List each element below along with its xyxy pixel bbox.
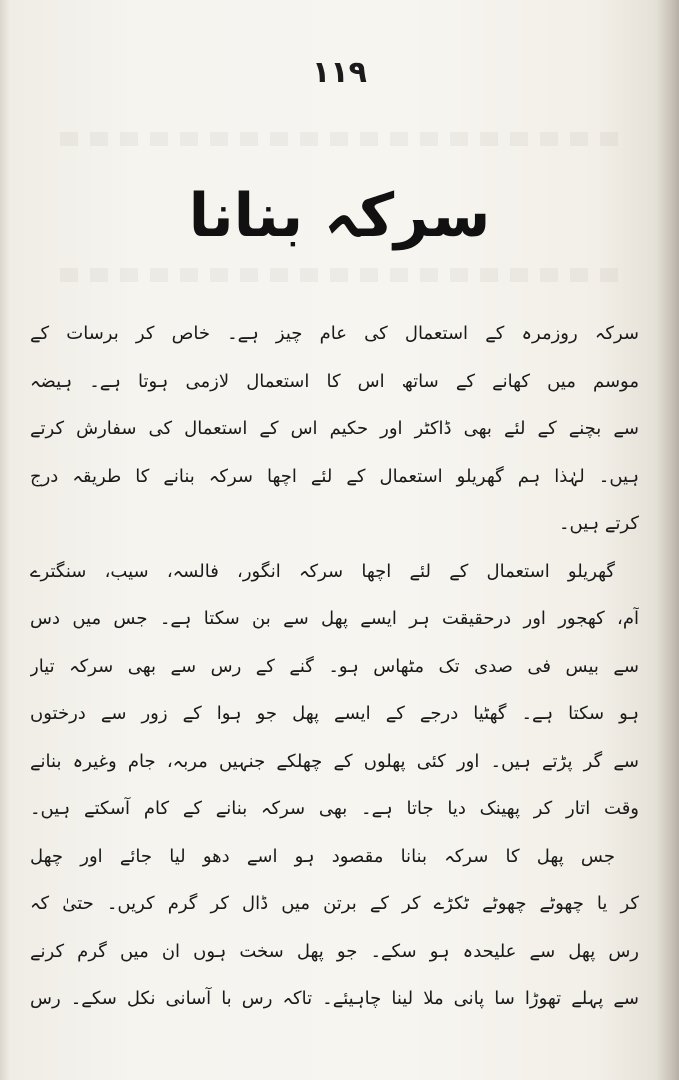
- text-line: موسم میں کھانے کے ساتھ اس کا استعمال لازمی ہوتا ہے۔ ہیضہ: [30, 370, 639, 392]
- text-line: آم، کھجور اور درحقیقت ہر ایسے پھل سے بن سکتا ہے۔ جس میں دس: [30, 608, 639, 629]
- page-shadow-right: [657, 0, 679, 1080]
- text-line: ہیں۔ لہٰذا ہم گھریلو استعمال کے لئے اچھا سرکہ بنانے کا طریقہ درج: [30, 465, 639, 487]
- text-line: رس پھل سے علیحدہ ہو سکے۔ جو پھل سخت ہوں ان میں گرم کرنے: [30, 940, 639, 962]
- bleed-through-text: [60, 132, 619, 146]
- body-text: [30, 310, 639, 1023]
- text-line: وقت اتار کر پھینک دیا جاتا ہے۔ بھی سرکہ بنانے کے کام آسکتے ہیں۔: [30, 798, 639, 819]
- text-line: سرکہ روزمرہ کے استعمال کی عام چیز ہے۔ خاص کر برسات کے: [30, 323, 639, 344]
- text-line: ہو سکتا ہے۔ گھٹیا درجے کے ایسے پھل جو ہوا کے زور سے درختوں: [30, 703, 639, 724]
- page-number: ١١٩: [312, 55, 367, 90]
- page-shadow-left: [0, 0, 10, 1080]
- text-line: سے بچنے کے لئے بھی ڈاکٹر اور حکیم اس کے استعمال کی سفارش کرتے: [30, 418, 639, 439]
- text-line: کرتے ہیں۔: [558, 513, 639, 534]
- bleed-through-text: [60, 268, 619, 282]
- chapter-title: سرکہ بنانا: [188, 181, 491, 251]
- text-line: سے گر پڑتے ہیں۔ اور کئی پھلوں کے چھلکے جنہیں مربہ، جام وغیرہ بنانے: [30, 750, 639, 772]
- text-line: جس پھل کا سرکہ بنانا مقصود ہو اسے دھو لیا جائے اور چھل: [30, 845, 615, 867]
- text-line: سے بیس فی صدی تک مٹھاس ہو۔ گنے کے رس سے بھی سرکہ تیار: [30, 655, 639, 677]
- text-line: سے پہلے تھوڑا سا پانی ملا لینا چاہیئے۔ تاکہ رس با آسانی نکل سکے۔ رس: [30, 988, 639, 1009]
- text-line: گھریلو استعمال کے لئے اچھا سرکہ انگور، فالسہ، سیب، سنگترے: [30, 560, 615, 582]
- text-line: کر یا چھوٹے چھوٹے ٹکڑے کر کے برتن میں ڈال کر گرم کریں۔ حتیٰ کہ: [30, 893, 639, 914]
